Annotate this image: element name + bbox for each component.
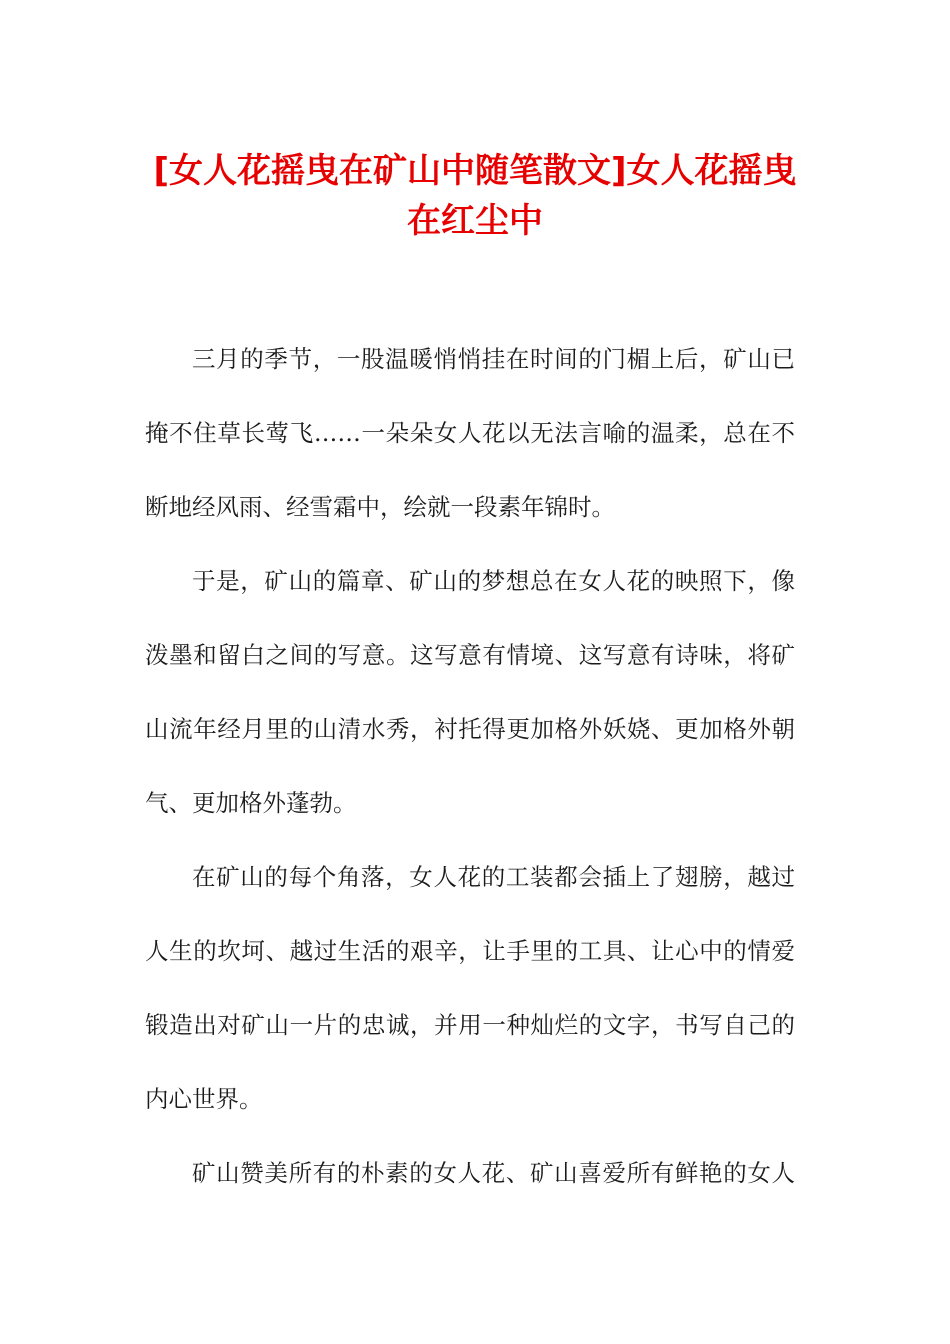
paragraph-line: 于是，矿山的篇章、矿山的梦想总在女人花的映照下，像 [192, 567, 795, 595]
paragraph-3 [145, 840, 795, 1136]
paragraph-line: 山流年经月里的山清水秀，衬托得更加格外妖娆、更加格外朝 [145, 715, 795, 743]
paragraph-1 [145, 322, 795, 544]
paragraph-line: 气、更加格外蓬勃。 [145, 789, 357, 817]
paragraph-line: 掩不住草长莺飞……一朵朵女人花以无法言喻的温柔，总在不 [145, 419, 795, 447]
paragraph-line: 矿山赞美所有的朴素的女人花、矿山喜爱所有鲜艳的女人 [192, 1159, 795, 1187]
title-line-1: [女人花摇曳在矿山中随笔散文]女人花摇曳 [153, 151, 797, 191]
paragraph-line: 人生的坎坷、越过生活的艰辛，让手里的工具、让心中的情爱 [145, 937, 795, 965]
paragraph-2 [145, 544, 795, 840]
paragraph-line: 泼墨和留白之间的写意。这写意有情境、这写意有诗味，将矿 [145, 641, 795, 669]
paragraph-line: 三月的季节，一股温暖悄悄挂在时间的门楣上后，矿山已 [192, 345, 795, 373]
paragraph-line: 断地经风雨、经雪霜中，绘就一段素年锦时。 [145, 493, 615, 521]
document-title [140, 146, 810, 246]
document-body [145, 322, 795, 1210]
title-line-2: 在红尘中 [407, 201, 543, 241]
paragraph-line: 锻造出对矿山一片的忠诚，并用一种灿烂的文字，书写自己的 [145, 1011, 795, 1039]
paragraph-line: 在矿山的每个角落，女人花的工装都会插上了翅膀，越过 [192, 863, 795, 891]
paragraph-4 [145, 1136, 795, 1210]
paragraph-line: 内心世界。 [145, 1085, 263, 1113]
